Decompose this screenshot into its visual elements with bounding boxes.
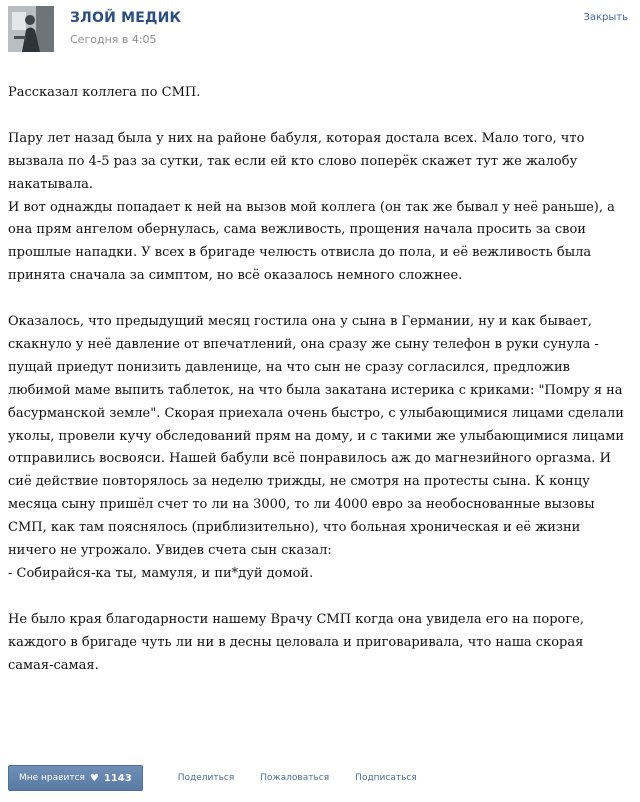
post-paragraph: Оказалось, что предыдущий месяц гостила она у сына в Германии, ну и как бывает, скакнуло у неё давление от впечатлений, она сразу же сыну телефон в руки сунула - пущай приедут понизить давленице, на что сын не сразу согласился, предложив любимой маме выпить таблеток, на что была закатана истерика с криками: "Помру я на басурманской земле". Скорая приехала очень быстро, с улыбающимися лицами сделали уколы, провели кучу обследований прям на дому, и с такими же улыбающимися лицами отправились восвояси. Нашей бабули всё понравилось аж до магнезийного оргазма. И сиё действие повторялось за неделю трижды, не смотря на протесты сына. К концу месяца сыну пришёл счет то ли на 3000, то ли 4000 евро за необоснованные вызовы СМП, как там пояснялось (приблизительно), что больная хроническая и её жизни ничего не угрожало. Увидев счета сын сказал: (8, 314, 624, 559)
paragraph-spacer (8, 105, 632, 128)
subscribe-link[interactable]: Подписаться (355, 773, 417, 783)
paragraph-spacer (8, 288, 632, 311)
author-name[interactable]: ЗЛОЙ МЕДИК (70, 10, 182, 26)
like-label: Мне нравится (19, 773, 85, 783)
avatar-image (8, 6, 54, 52)
post-paragraph: Не было края благодарности нашему Врачу СМП когда она увидела его на пороге, каждого в бригаде чуть ли ни в десны целовала и приговаривала, что наша скорая самая-самая. (8, 611, 584, 673)
like-button[interactable] (8, 765, 143, 791)
like-count: 1143 (103, 772, 132, 784)
post-text (8, 82, 632, 678)
post-paragraph: Пару лет назад была у них на районе бабуля, которая достала всех. Мало того, что вызвала по 4-5 раз за сутки, так если ей кто слово поперёк скажет тут же жалобу накатывала. (8, 130, 585, 192)
share-link[interactable]: Поделиться (177, 773, 235, 783)
paragraph-spacer (8, 586, 632, 609)
post-paragraph: - Собирайся-ка ты, мамуля, и пи*дуй домой. (8, 566, 314, 581)
close-link[interactable]: Закрыть (583, 12, 628, 23)
post-timestamp[interactable]: Сегодня в 4:05 (70, 33, 157, 46)
post-paragraph: Рассказал коллега по СМП. (8, 85, 201, 100)
report-link[interactable]: Пожаловаться (260, 773, 330, 783)
avatar[interactable] (8, 6, 54, 52)
post-paragraph: И вот однажды попадает к ней на вызов мой коллега (он так же бывал у неё раньше), а она прям ангелом обернулась, сама вежливость, прощения начала просить за свои прошлые нападки. У всех в бригаде челюсть отвисла до пола, и её вежливость была принята сначала за симптом, но всё оказалось немного сложнее. (8, 199, 615, 284)
heart-icon: ♥ (89, 772, 99, 784)
post-header (0, 0, 640, 70)
post-actions (8, 765, 632, 791)
